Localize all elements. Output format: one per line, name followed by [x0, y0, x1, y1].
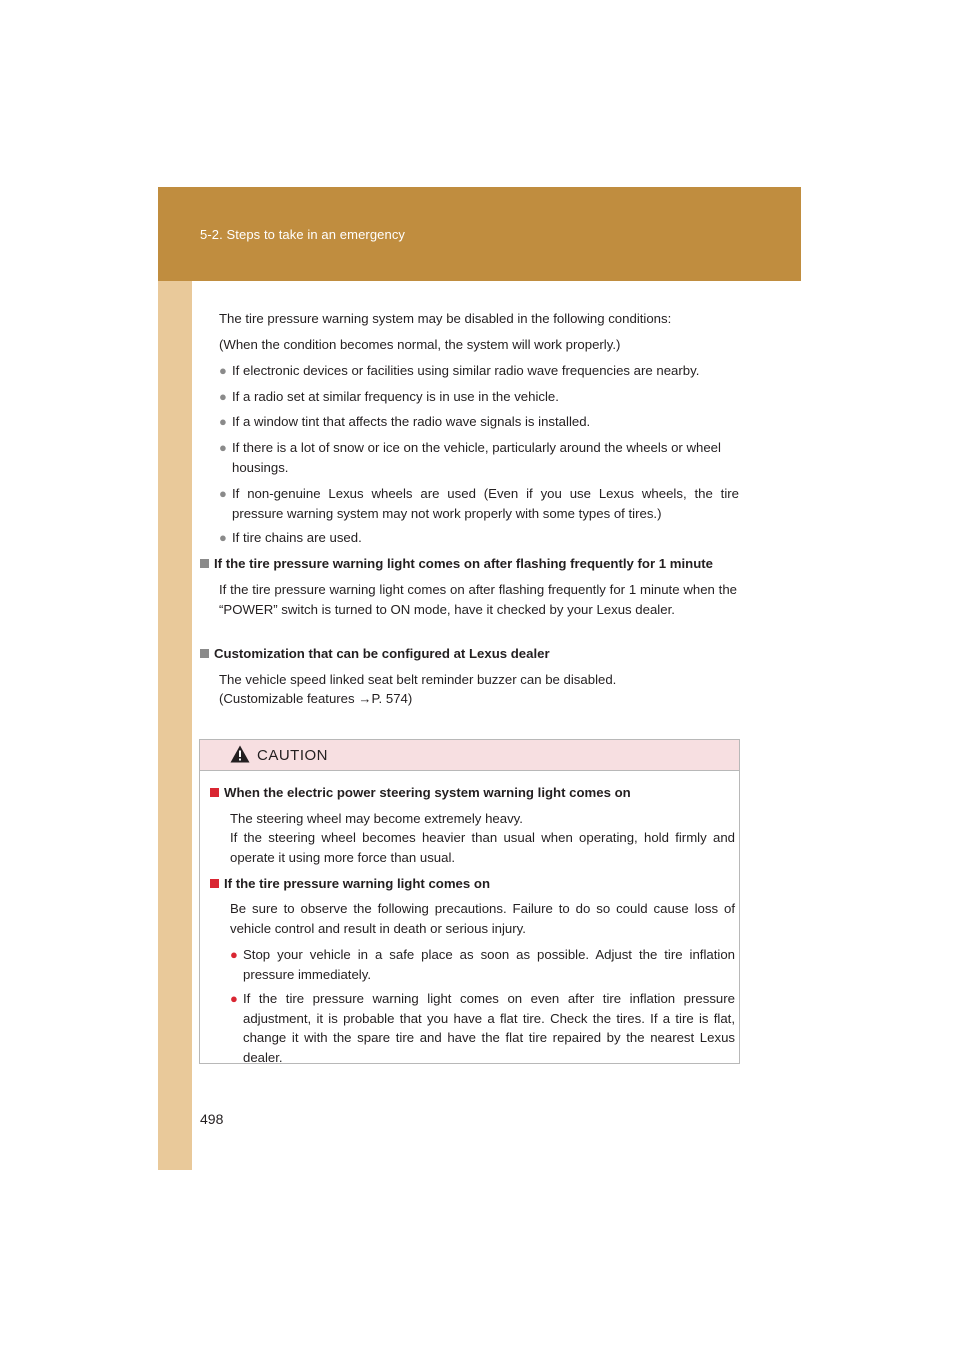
list-item: ● If non-genuine Lexus wheels are used (Even if you use Lexus wheels, the tire pressure warning system may not work properly with some types of tires.): [219, 486, 739, 521]
flashing-light-body: If the tire pressure warning light comes on after flashing frequently for 1 minute when the “POWER” switch is turned to ON mode, have it checked by your Lexus dealer.: [219, 582, 737, 617]
bullet-dot-icon: ●: [230, 947, 238, 962]
customization-heading: Customization that can be configured at Lexus dealer: [200, 644, 740, 664]
square-icon: [210, 788, 219, 797]
list-item: ● If tire chains are used.: [219, 528, 739, 548]
side-strip: [158, 281, 192, 1170]
warning-triangle-icon: [230, 745, 250, 763]
intro-line-1: The tire pressure warning system may be disabled in the following conditions:: [219, 311, 672, 326]
customization-line-2: (Customizable features →P. 574): [219, 691, 413, 706]
page-number: 498: [200, 1111, 224, 1127]
list-item: ● If a radio set at similar frequency is in use in the vehicle.: [219, 387, 739, 407]
intro-line-2: (When the condition becomes normal, the system will work properly.): [219, 337, 621, 352]
bullet-dot-icon: ●: [219, 363, 227, 378]
caution-title: CAUTION: [257, 747, 328, 764]
section-title: 5-2. Steps to take in an emergency: [200, 227, 406, 242]
list-item: ● If there is a lot of snow or ice on the vehicle, particularly around the wheels or wheel housings.: [219, 440, 721, 475]
list-item: ● If a window tint that affects the radio wave signals is installed.: [219, 412, 739, 432]
list-item: ● If electronic devices or facilities using similar radio wave frequencies are nearby.: [219, 361, 739, 381]
list-item: ● Stop your vehicle in a safe place as soon as possible. Adjust the tire inflation pressure immediately.: [230, 947, 735, 982]
tpw-body: Be sure to observe the following precautions. Failure to do so could cause loss of vehicle control and result in death or serious injury.: [230, 901, 735, 936]
tpw-heading: If the tire pressure warning light comes on: [210, 874, 735, 894]
square-icon: [200, 559, 209, 568]
square-icon: [210, 879, 219, 888]
bullet-dot-icon: ●: [219, 440, 227, 455]
bullet-dot-icon: ●: [219, 389, 227, 404]
bullet-dot-icon: ●: [219, 486, 227, 501]
customization-line-1: The vehicle speed linked seat belt reminder buzzer can be disabled.: [219, 672, 617, 687]
eps-line-2: If the steering wheel becomes heavier than usual when operating, hold firmly and operate it using more force than usual.: [230, 830, 735, 865]
caution-header: [200, 740, 739, 771]
bullet-dot-icon: ●: [219, 530, 227, 545]
bullet-dot-icon: ●: [230, 991, 238, 1006]
eps-warning-heading: When the electric power steering system warning light comes on: [210, 783, 735, 803]
bullet-dot-icon: ●: [219, 414, 227, 429]
flashing-light-heading: If the tire pressure warning light comes on after flashing frequently for 1 minute: [200, 554, 740, 574]
square-icon: [200, 649, 209, 658]
eps-line-1: The steering wheel may become extremely heavy.: [230, 811, 523, 826]
caution-box: [199, 739, 740, 1064]
list-item: ● If the tire pressure warning light comes on even after tire inflation pressure adjustment, it is probable that you have a flat tire. Check the tires. If a tire is flat, change it with the spare tire and have the flat tire repaired by the nearest Lexus dealer.: [230, 991, 735, 1065]
